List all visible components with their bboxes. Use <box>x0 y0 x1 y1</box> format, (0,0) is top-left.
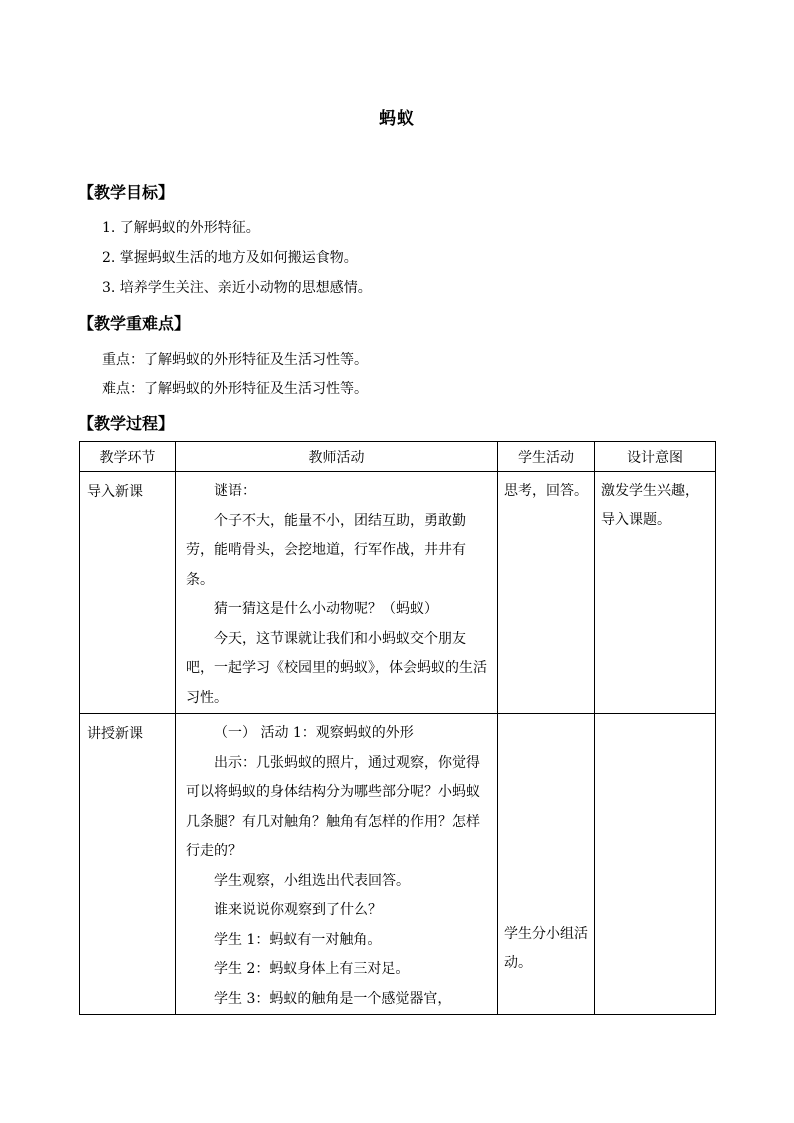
teacher-paragraph: 学生 1：蚂蚁有一对触角。 <box>214 931 382 948</box>
column-header-teacher: 教师活动 <box>176 442 498 472</box>
teacher-paragraph: 出示：几张蚂蚁的照片，通过观察，你觉得可以将蚂蚁的身体结构分为哪些部分呢？小蚂蚁几条腿？有几对触角？触角有怎样的作用？怎样行走的？ <box>186 754 480 859</box>
teacher-paragraph: 谁来说说你观察到了什么？ <box>214 902 382 918</box>
teacher-paragraph: 学生观察，小组选出代表回答。 <box>214 872 410 889</box>
table-row <box>80 472 716 714</box>
teacher-activity-cell <box>176 472 498 714</box>
lesson-process-table <box>79 441 716 1015</box>
objective-item: 2. 掌握蚂蚁生活的地方及如何搬运食物。 <box>102 250 358 266</box>
stage-cell: 讲授新课 <box>80 714 176 1015</box>
teacher-activity-cell <box>176 714 498 1015</box>
column-header-student: 学生活动 <box>498 442 595 472</box>
difficulty-item: 难点：了解蚂蚁的外形特征及生活习性等。 <box>102 381 368 397</box>
teacher-paragraph: 学生 3：蚂蚁的触角是一个感觉器官， <box>214 990 452 1007</box>
objectives-heading: 【教学目标】 <box>78 183 175 202</box>
student-activity-cell: 学生分小组活动。 <box>498 714 595 1015</box>
key-point-item: 重点：了解蚂蚁的外形特征及生活习性等。 <box>102 352 368 368</box>
table-row <box>80 714 716 1015</box>
objective-item: 1. 了解蚂蚁的外形特征。 <box>102 220 260 236</box>
key-points-heading: 【教学重难点】 <box>78 314 191 333</box>
teacher-paragraph: 个子不大，能量不小，团结互助，勇敢勤劳，能啃骨头，会挖地道，行军作战，井井有条。 <box>186 512 466 588</box>
design-intent-cell <box>595 714 716 1015</box>
stage-cell: 导入新课 <box>80 472 176 714</box>
table-header-row <box>80 442 716 472</box>
document-title: 蚂蚁 <box>379 109 415 129</box>
teacher-paragraph: 今天，这节课就让我们和小蚂蚁交个朋友吧，一起学习《校园里的蚂蚁》，体会蚂蚁的生活习性。 <box>186 630 487 706</box>
column-header-intent: 设计意图 <box>595 442 716 472</box>
teacher-paragraph: 猜一猜这是什么小动物呢？（蚂蚁） <box>214 601 438 617</box>
teacher-paragraph: 学生 2：蚂蚁身体上有三对足。 <box>214 961 410 977</box>
design-intent-cell: 激发学生兴趣，导入课题。 <box>595 472 716 714</box>
column-header-stage: 教学环节 <box>80 442 176 472</box>
process-heading: 【教学过程】 <box>78 414 175 433</box>
objective-item: 3. 培养学生关注、亲近小动物的思想感情。 <box>102 280 372 296</box>
teacher-paragraph: 谜语： <box>214 483 256 499</box>
teacher-paragraph: （一） 活动 1：观察蚂蚁的外形 <box>214 725 414 741</box>
student-activity-cell: 思考，回答。 <box>498 472 595 714</box>
